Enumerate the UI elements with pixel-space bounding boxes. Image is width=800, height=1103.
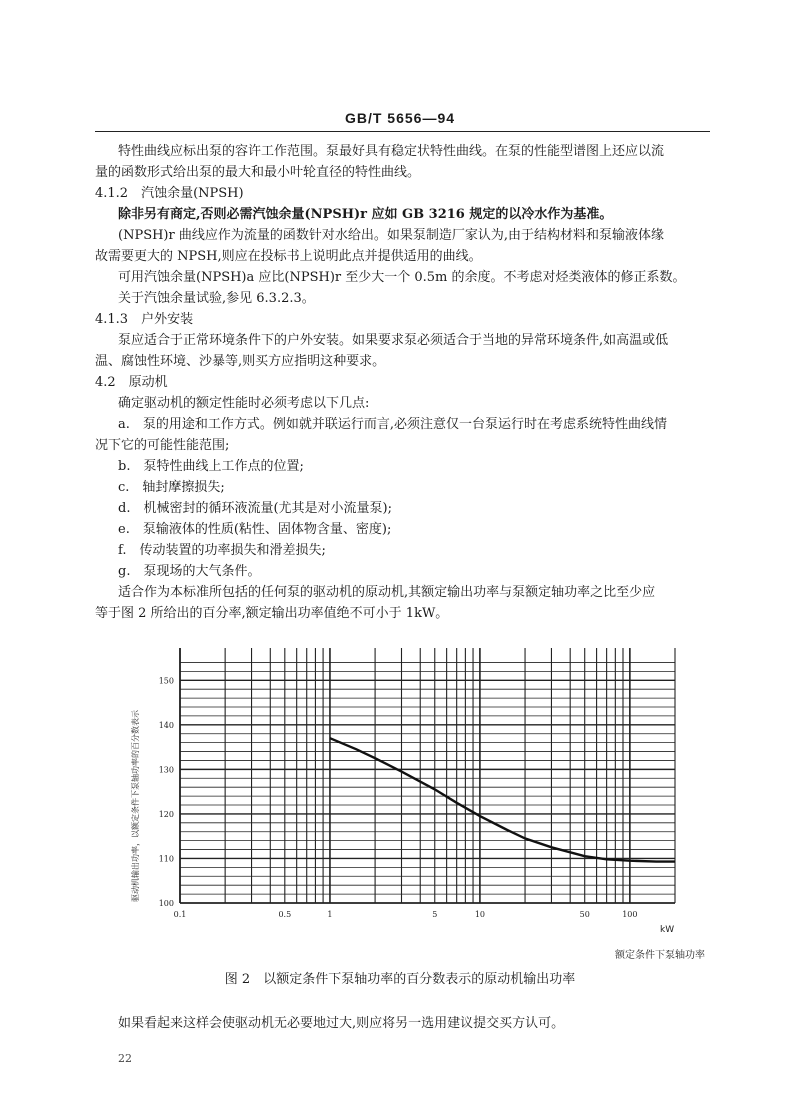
paragraph-line: 确定驱动机的额定性能时必须考虑以下几点:	[118, 396, 370, 411]
paragraph-line: 等于图 2 所给出的百分率,额定输出功率值绝不可小于 1kW。	[95, 606, 449, 621]
x-tick-label: 5	[432, 910, 438, 919]
y-tick-label: 150	[158, 676, 174, 686]
y-tick-label: 130	[158, 765, 174, 775]
list-item-g: g. 泵现场的大气条件。	[118, 564, 261, 579]
x-axis-label: 额定条件下泵轴功率	[615, 950, 705, 961]
page-header: GB/T 5656—94	[344, 110, 456, 126]
paragraph-line: 适合作为本标准所包括的任何泵的驱动机的原动机,其额定输出功率与泵额定轴功率之比至少应	[118, 585, 656, 600]
y-tick-label: 140	[158, 720, 174, 730]
list-item-a: a. 泵的用途和工作方式。例如就并联运行而言,必须注意仅一台泵运行时在考虑系统特性曲线情	[118, 417, 668, 432]
list-item-e: e. 泵输液体的性质(粘性、固体物含量、密度);	[118, 522, 392, 537]
y-tick-label: 100	[158, 899, 174, 908]
paragraph-line: 故需要更大的 NPSH,则应在投标书上说明此点并提供适用的曲线。	[95, 249, 482, 264]
page-number: 22	[118, 1052, 132, 1065]
list-item-f: f. 传动装置的功率损失和滑差损失;	[118, 543, 326, 558]
paragraph-line: 温、腐蚀性环境、沙暴等,则买方应指明这种要求。	[95, 354, 386, 369]
paragraph-line: 泵应适合于正常环境条件下的户外安装。如果要求泵必须适合于当地的异常环境条件,如高温或低	[118, 333, 669, 348]
header-rule	[95, 131, 710, 132]
x-tick-label: 100	[622, 910, 638, 919]
list-item-c: c. 轴封摩擦损失;	[118, 480, 225, 495]
figure-caption: 图 2 以额定条件下泵轴功率的百分数表示的原动机输出功率	[224, 972, 576, 987]
x-tick-label: 1	[327, 910, 333, 919]
paragraph-line: 量的函数形式给出泵的最大和最小叶轮直径的特性曲线。	[95, 165, 421, 180]
x-tick-label: 0.1	[173, 910, 187, 919]
y-tick-label: 110	[158, 854, 174, 864]
y-axis-label: 驱动机输出功率，以额定条件下泵轴功率的百分数表示	[131, 710, 140, 902]
list-item-b: b. 泵特性曲线上工作点的位置;	[118, 459, 304, 474]
list-item-a-cont: 况下它的可能性能范围;	[95, 438, 230, 453]
list-item-d: d. 机械密封的循环液流量(尤其是对小流量泵);	[118, 501, 392, 516]
figure-2	[120, 628, 710, 963]
x-tick-label: 0.5	[278, 910, 292, 919]
y-tick-label: 120	[158, 809, 174, 819]
section-heading-4-1-3: 4.1.3 户外安装	[95, 312, 194, 327]
section-heading-4-1-2: 4.1.2 汽蚀余量(NPSH)	[95, 186, 244, 201]
paragraph-line: (NPSH)r 曲线应作为流量的函数针对水给出。如果泵制造厂家认为,由于结构材料和泵输液体缘	[118, 228, 664, 243]
paragraph-line: 如果看起来这样会使驱动机无必要地过大,则应将另一选用建议提交买方认可。	[118, 1016, 565, 1031]
paragraph-line: 可用汽蚀余量(NPSH)a 应比(NPSH)r 至少大一个 0.5m 的余度。不考虑对烃类液体的修正系数。	[118, 270, 686, 285]
paragraph-line: 特性曲线应标出泵的容许工作范围。泵最好具有稳定状特性曲线。在泵的性能型谱图上还应以流	[118, 144, 665, 159]
section-heading-4-2: 4.2 原动机	[95, 375, 168, 390]
x-tick-label: 50	[579, 910, 590, 919]
x-tick-label: 10	[474, 910, 486, 919]
paragraph-line: 关于汽蚀余量试验,参见 6.3.2.3。	[118, 291, 315, 306]
power-chart	[120, 628, 710, 963]
x-axis-unit: kW	[660, 925, 675, 935]
paragraph-bold: 除非另有商定,否则必需汽蚀余量(NPSH)r 应如 GB 3216 规定的以冷水作为基准。	[118, 207, 613, 222]
